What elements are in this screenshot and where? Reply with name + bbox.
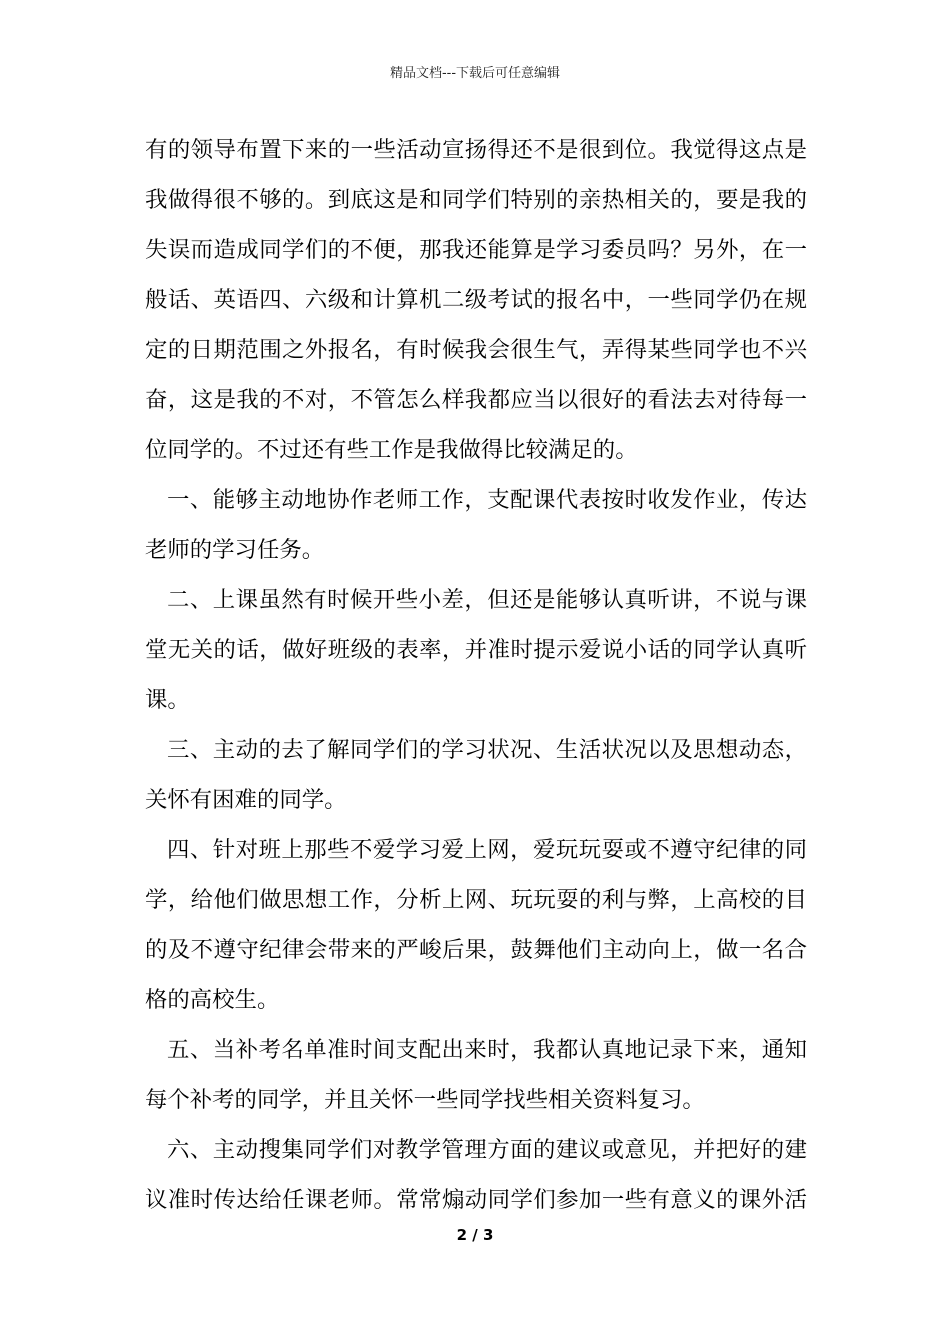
- paragraph: [145, 1125, 807, 1225]
- paragraph: [145, 825, 807, 1025]
- text-line: 六、主动搜集同学们对教学管理方面的建议或意见，并把好的建: [167, 1137, 807, 1163]
- text-line: 般话、英语四、六级和计算机二级考试的报名中，一些同学仍在规: [145, 287, 807, 313]
- text-line: 每个补考的同学，并且关怀一些同学找些相关资料复习。: [145, 1087, 705, 1113]
- paragraph: [145, 125, 807, 475]
- text-line: 我做得很不够的。到底这是和同学们特别的亲热相关的，要是我的: [145, 187, 807, 213]
- text-line: 关怀有困难的同学。: [145, 787, 347, 813]
- text-line: 三、主动的去了解同学们的学习状况、生活状况以及思想动态，: [167, 737, 807, 763]
- text-line: 五、当补考名单准时间支配出来时，我都认真地记录下来，通知: [167, 1037, 807, 1063]
- text-line: 老师的学习任务。: [145, 537, 325, 563]
- text-line: 课。: [145, 687, 190, 713]
- text-line: 有的领导布置下来的一些活动宣扬得还不是很到位。我觉得这点是: [145, 137, 807, 163]
- text-line: 议准时传达给任课老师。常常煽动同学们参加一些有意义的课外活: [145, 1187, 807, 1213]
- text-line: 格的高校生。: [145, 987, 280, 1013]
- paragraph: [145, 725, 807, 825]
- text-line: 二、上课虽然有时候开些小差，但还是能够认真听讲，不说与课: [167, 587, 807, 613]
- paragraph: [145, 475, 807, 575]
- page-number: 2 / 3: [456, 1226, 494, 1244]
- paragraph: [145, 1025, 807, 1125]
- text-line: 堂无关的话，做好班级的表率，并准时提示爱说小话的同学认真听: [145, 637, 807, 663]
- text-line: 的及不遵守纪律会带来的严峻后果，鼓舞他们主动向上，做一名合: [145, 937, 807, 963]
- document-body: [145, 125, 807, 1225]
- text-line: 四、针对班上那些不爱学习爱上网，爱玩玩耍或不遵守纪律的同: [167, 837, 807, 863]
- paragraph: [145, 575, 807, 725]
- text-line: 位同学的。不过还有些工作是我做得比较满足的。: [145, 437, 638, 463]
- text-line: 学，给他们做思想工作，分析上网、玩玩耍的利与弊，上高校的目: [145, 887, 807, 913]
- text-line: 一、能够主动地协作老师工作，支配课代表按时收发作业，传达: [167, 487, 807, 513]
- text-line: 定的日期范围之外报名，有时候我会很生气，弄得某些同学也不兴: [145, 337, 807, 363]
- page-header: 精品文档---下载后可任意编辑: [389, 66, 561, 81]
- text-line: 奋，这是我的不对，不管怎么样我都应当以很好的看法去对待每一: [145, 387, 807, 413]
- text-line: 失误而造成同学们的不便，那我还能算是学习委员吗？另外，在一: [145, 237, 807, 263]
